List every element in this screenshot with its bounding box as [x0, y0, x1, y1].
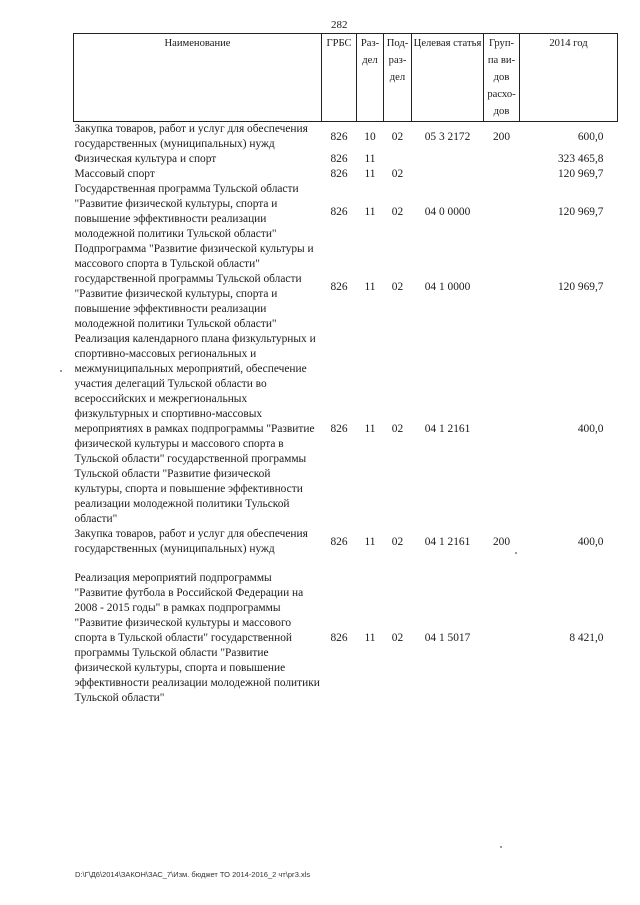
- table-header-row: [74, 34, 618, 122]
- header-gruppa: Груп- па ви- дов расхо- дов: [484, 34, 520, 122]
- row-grbs: 826: [330, 205, 348, 218]
- row-grbs: 826: [330, 168, 348, 180]
- spacer-cell: [74, 557, 618, 571]
- row-gruppa: [484, 167, 520, 182]
- row-amount: 600,0: [577, 130, 604, 143]
- row-amount: 323 465,8: [557, 153, 604, 165]
- row-grbs: 826: [330, 632, 348, 644]
- row-name: Подпрограмма "Развитие физической культуры и массового спорта в Тульской области" государственной программы Тульской области "Развитие физической культуры, спорта и повышение эффективности реализации молодежной политики Тульской области": [74, 243, 314, 330]
- row-name: Физическая культура и спорт: [74, 153, 217, 165]
- header-grbs: ГРБС: [322, 34, 357, 122]
- table-row: [74, 527, 618, 557]
- row-razdel: 11: [364, 535, 376, 548]
- row-celevaya: [412, 167, 484, 182]
- table-row: [74, 122, 618, 153]
- row-razdel: 11: [364, 153, 376, 165]
- spacer-row: [74, 557, 618, 571]
- row-razdel: 10: [364, 130, 376, 143]
- table-row: [74, 167, 618, 182]
- row-razdel: 11: [364, 168, 376, 180]
- row-name: Реализация календарного плана физкультурных и спортивно-массовых региональных и межмуниципальных мероприятий, обеспечение участия делегаций Тульской области во всероссийских и межрегиональных физкультурных и спортивно-массовых мероприятиях в рамках подпрограммы "Развитие физической культуры и массового спорта в Тульской области" государственной программы Тульской области "Развитие физической культуры, спорта и повышение эффективности реализации молодежной политики Тульской области": [74, 333, 316, 525]
- row-name: Закупка товаров, работ и услуг для обеспечения государственных (муниципальных) нужд: [74, 123, 308, 150]
- table-row: [74, 182, 618, 242]
- row-grbs: 826: [330, 153, 348, 165]
- row-amount: 120 969,7: [557, 168, 604, 180]
- row-grbs: 826: [330, 423, 348, 435]
- row-razdel: 11: [364, 280, 376, 293]
- footer-file-path: D:\Г\Д6\2014\ЗАКОН\ЗАС_7\Изм. бюджет ТО 2014-2016_2 чт\рг3.xls: [75, 870, 311, 879]
- row-name: Массовый спорт: [74, 168, 155, 180]
- row-razdel: 11: [364, 423, 376, 435]
- row-celevaya: 04 1 2161: [424, 535, 471, 548]
- row-grbs: 826: [330, 130, 348, 143]
- row-podrazdel: 02: [391, 168, 404, 180]
- budget-table: [73, 33, 618, 706]
- row-podrazdel: 02: [391, 632, 404, 644]
- row-podrazdel: 02: [391, 280, 404, 293]
- row-gruppa: [484, 152, 520, 167]
- row-celevaya: 04 0 0000: [424, 205, 471, 218]
- row-amount: 400,0: [577, 535, 604, 548]
- row-celevaya: [412, 152, 484, 167]
- row-razdel: 11: [364, 632, 376, 644]
- row-celevaya: 04 1 5017: [424, 632, 471, 644]
- row-grbs: 826: [330, 280, 348, 293]
- row-gruppa: [484, 571, 520, 706]
- row-celevaya: 05 3 2172: [424, 130, 471, 143]
- row-gruppa: [484, 332, 520, 527]
- row-gruppa: 200: [492, 130, 511, 143]
- scan-speck: [500, 846, 502, 848]
- row-name: Закупка товаров, работ и услуг для обеспечения государственных (муниципальных) нужд: [74, 528, 308, 555]
- table-row: [74, 152, 618, 167]
- row-gruppa: 200: [492, 535, 511, 548]
- header-name: Наименование: [74, 34, 322, 122]
- row-podrazdel: 02: [391, 423, 404, 435]
- header-razdel: Раз- дел: [357, 34, 384, 122]
- row-celevaya: 04 1 2161: [424, 423, 471, 435]
- row-podrazdel: 02: [391, 205, 404, 218]
- row-gruppa: [484, 182, 520, 242]
- header-celevaya: Целевая статья: [412, 34, 484, 122]
- header-podrazdel: Под- раз- дел: [384, 34, 412, 122]
- row-razdel: 11: [364, 205, 376, 218]
- page-number: 282: [331, 19, 348, 31]
- header-year: 2014 год: [520, 34, 618, 122]
- row-podrazdel: 02: [391, 130, 404, 143]
- scan-speck: [60, 370, 62, 372]
- scan-speck: [515, 552, 517, 554]
- row-celevaya: 04 1 0000: [424, 280, 471, 293]
- row-name: Реализация мероприятий подпрограммы "Развитие футбола в Российской Федерации на 2008 - 2015 годы" в рамках подпрограммы "Развитие физической культуры и массового спорта в Тульской области" государственной программы Тульской области "Развитие физической культуры, спорта и повышение эффективности реализации молодежной политики Тульской области": [74, 572, 320, 704]
- row-name: Государственная программа Тульской области "Развитие физической культуры, спорта и повышение эффективности реализации молодежной политики Тульской области": [74, 183, 299, 240]
- row-grbs: 826: [330, 535, 348, 548]
- row-gruppa: [484, 242, 520, 332]
- row-podrazdel: [384, 152, 412, 167]
- row-podrazdel: 02: [391, 535, 404, 548]
- table-row: [74, 332, 618, 527]
- row-amount: 400,0: [577, 423, 604, 435]
- row-amount: 120 969,7: [557, 280, 604, 293]
- table-row: [74, 571, 618, 706]
- row-amount: 8 421,0: [569, 632, 604, 644]
- table-row: [74, 242, 618, 332]
- row-amount: 120 969,7: [557, 205, 604, 218]
